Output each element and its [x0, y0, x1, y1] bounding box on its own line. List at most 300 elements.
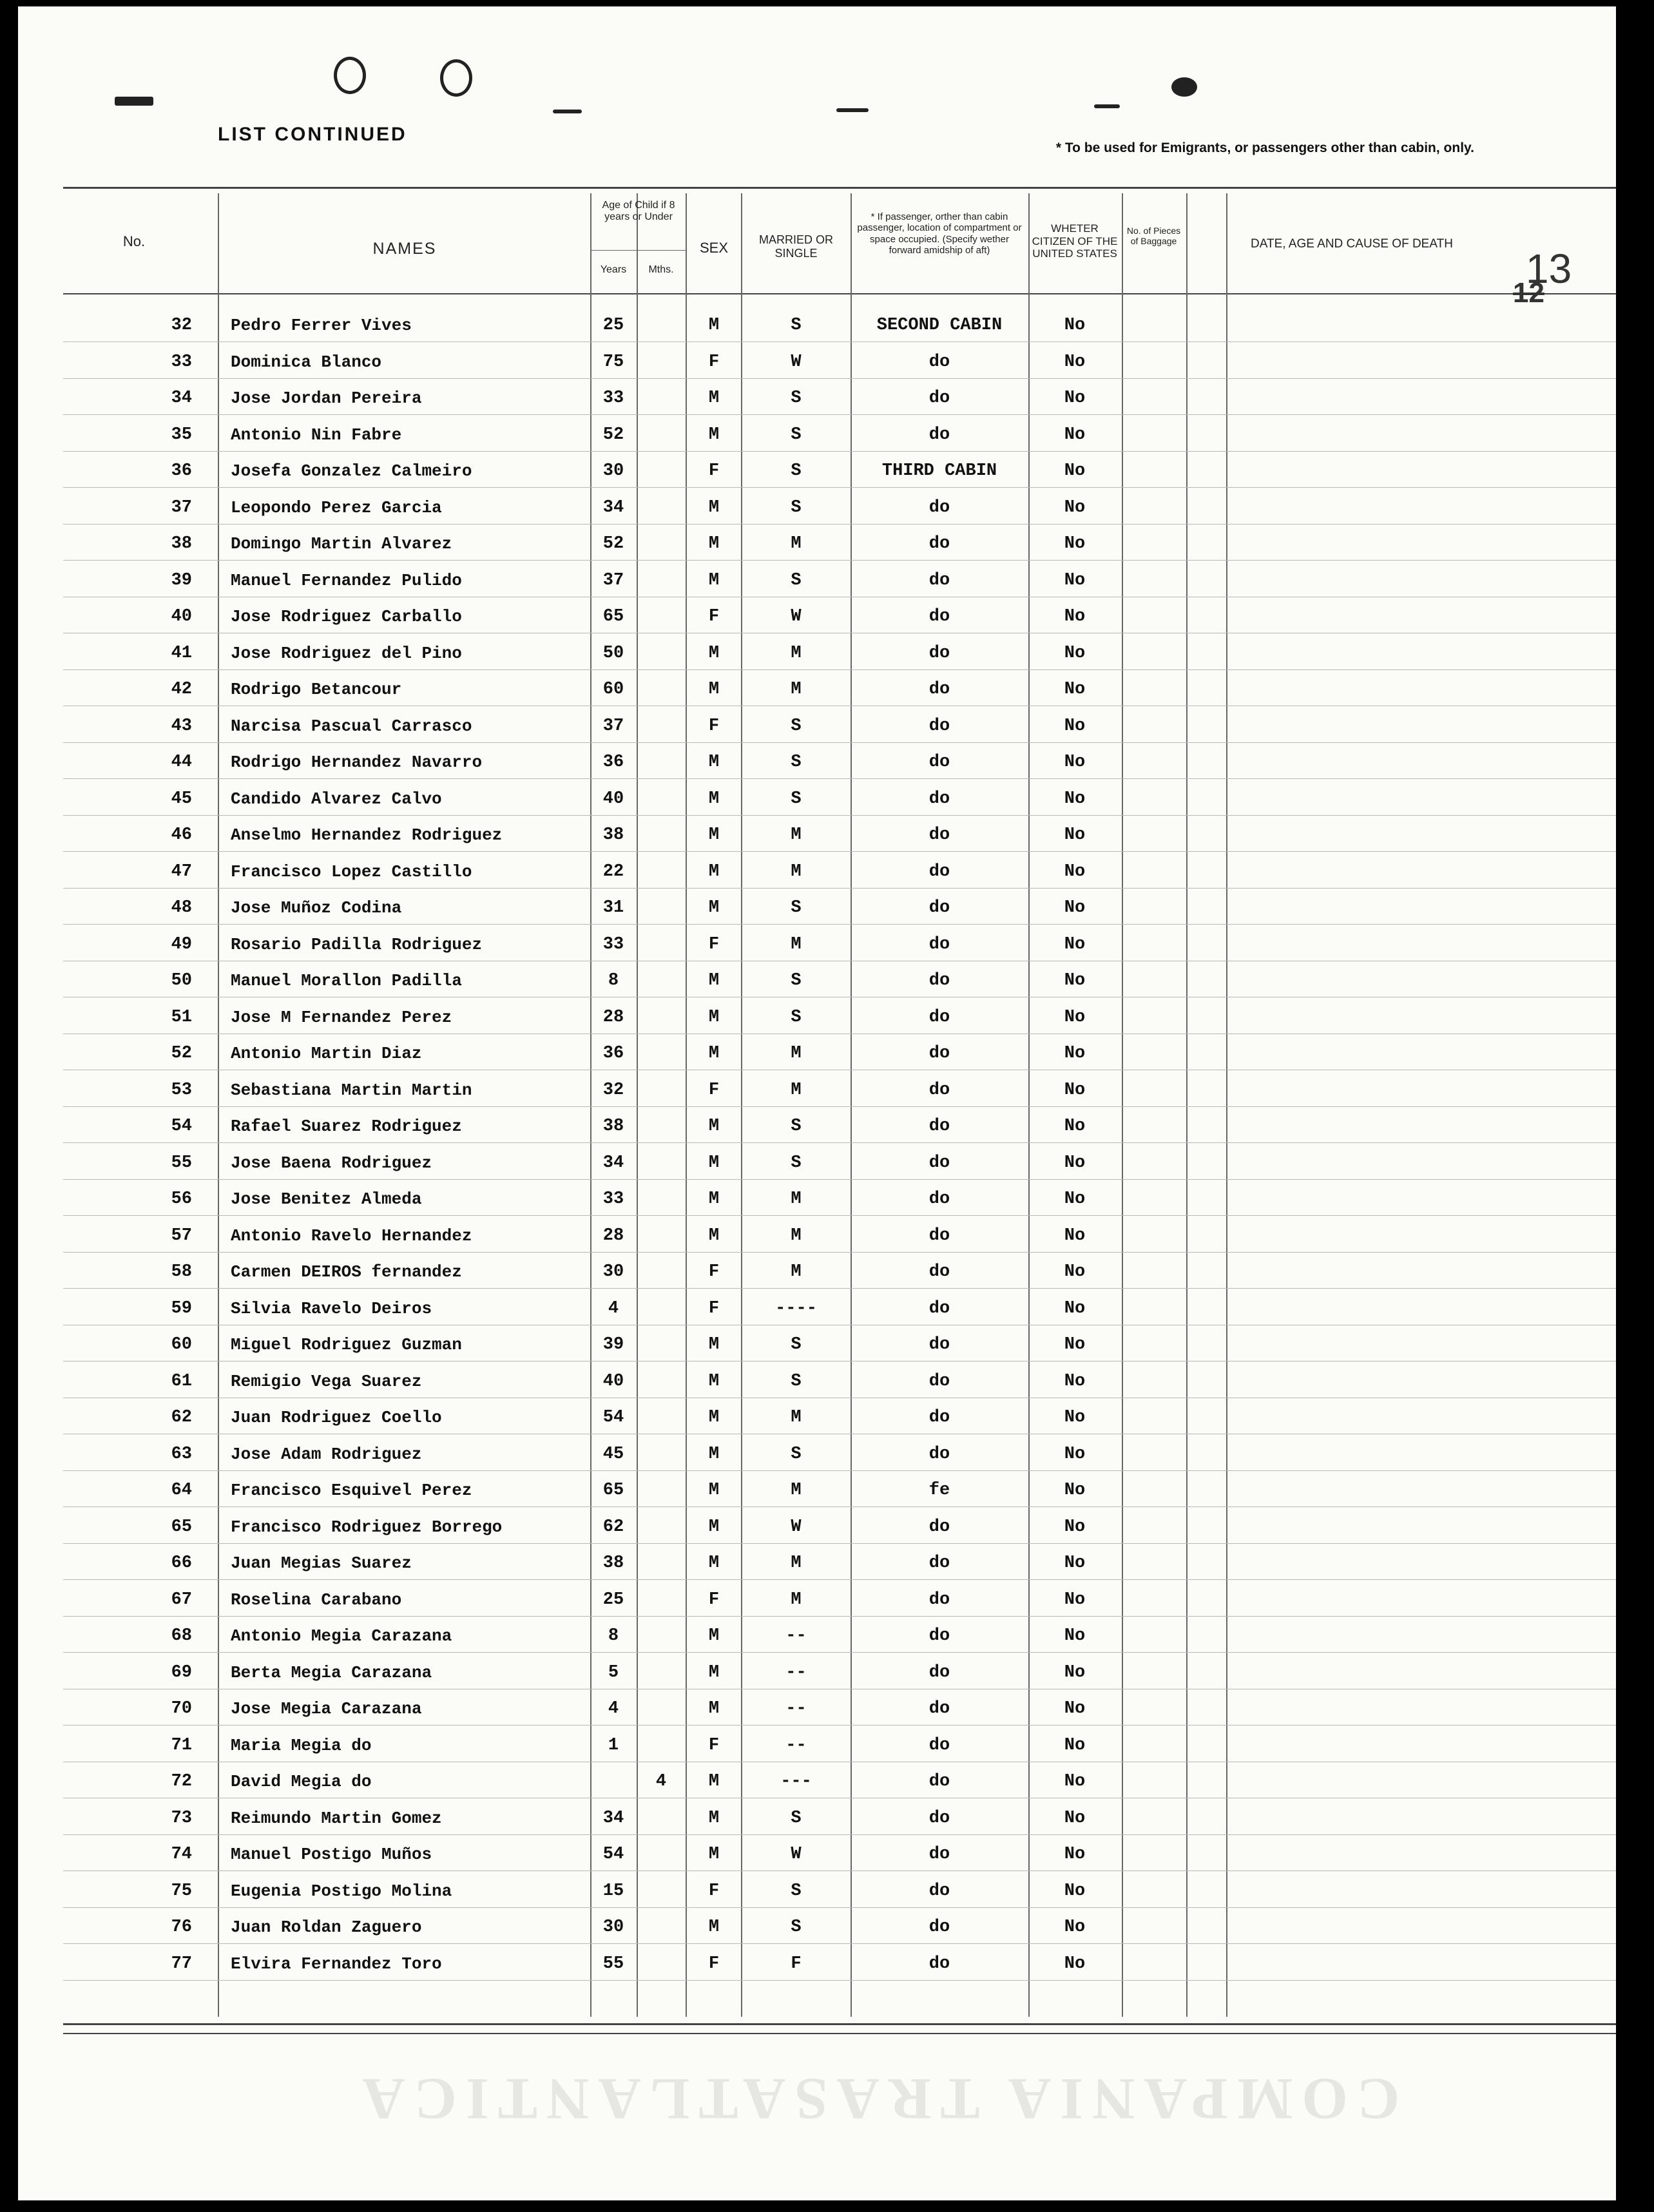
age-years: 60 — [602, 680, 624, 699]
citizen-value: No — [1064, 389, 1086, 408]
row-number: 50 — [171, 971, 192, 990]
sex-value: M — [708, 497, 720, 517]
citizen-value: No — [1064, 1444, 1086, 1464]
passenger-name: Juan Roldan Zaguero — [231, 1918, 422, 1937]
citizen-value: No — [1064, 1481, 1086, 1500]
age-years: 37 — [602, 716, 624, 736]
passenger-name: Remigio Vega Suarez — [231, 1371, 422, 1391]
sex-value: F — [708, 1298, 720, 1318]
row-number: 66 — [171, 1553, 192, 1573]
cabin-location: do — [928, 607, 950, 626]
column-rule — [686, 193, 687, 2017]
column-rule — [637, 193, 638, 2017]
citizen-value: No — [1064, 1808, 1086, 1828]
marital-status: M — [791, 1590, 802, 1610]
row-number: 71 — [171, 1735, 192, 1755]
row-number: 49 — [171, 934, 192, 954]
marital-status: -- — [785, 1626, 807, 1646]
cabin-location: do — [928, 1080, 950, 1100]
cabin-location: do — [928, 570, 950, 590]
sex-value: M — [708, 643, 720, 663]
column-rule — [1122, 193, 1123, 2017]
sex-value: M — [708, 898, 720, 918]
citizen-value: No — [1064, 1590, 1086, 1610]
row-rule — [63, 1470, 1616, 1471]
citizen-value: No — [1064, 1845, 1086, 1864]
citizen-value: No — [1064, 1954, 1086, 1974]
citizen-value: No — [1064, 971, 1086, 990]
marital-status: M — [791, 1553, 802, 1573]
passenger-name: Miguel Rodriguez Guzman — [231, 1335, 462, 1354]
sex-value: M — [708, 1335, 720, 1354]
footer-rule — [63, 2023, 1616, 2025]
marital-status: S — [791, 1371, 802, 1391]
sex-value: M — [708, 1189, 720, 1209]
col-sex-header: SEX — [699, 240, 729, 256]
punch-hole — [334, 57, 366, 94]
citizen-value: No — [1064, 716, 1086, 736]
sex-value: M — [708, 680, 720, 699]
marital-status: M — [791, 861, 802, 881]
row-rule — [63, 669, 1616, 670]
page-number-struck: 12 — [1513, 277, 1544, 309]
marital-status: S — [791, 1808, 802, 1828]
sex-value: F — [708, 1262, 720, 1282]
row-number: 52 — [171, 1044, 192, 1063]
list-title: LIST CONTINUED — [218, 124, 407, 145]
sex-value: M — [708, 1553, 720, 1573]
row-number: 39 — [171, 570, 192, 590]
age-years: 33 — [602, 389, 624, 408]
age-years: 30 — [602, 1262, 624, 1282]
passenger-name: Domingo Martin Alvarez — [231, 534, 452, 553]
passenger-name: Anselmo Hernandez Rodriguez — [231, 825, 503, 845]
sex-value: F — [708, 1954, 720, 1974]
cabin-location: do — [928, 861, 950, 881]
citizen-value: No — [1064, 680, 1086, 699]
passenger-name: Narcisa Pascual Carrasco — [231, 716, 472, 736]
passenger-name: Jose Rodriguez del Pino — [231, 643, 462, 663]
marital-status: --- — [780, 1772, 812, 1791]
punch-hole — [440, 59, 472, 97]
age-years: 52 — [602, 534, 624, 553]
marital-status: S — [791, 425, 802, 445]
col-citizen-header: WHETER CITIZEN OF THE UNITED STATES — [1032, 222, 1118, 260]
age-years: 33 — [602, 934, 624, 954]
citizen-value: No — [1064, 1262, 1086, 1282]
marital-status: M — [791, 1044, 802, 1063]
cabin-location: do — [928, 643, 950, 663]
ink-mark — [836, 108, 869, 112]
cabin-location: do — [928, 1553, 950, 1573]
marital-status: M — [791, 1080, 802, 1100]
row-number: 56 — [171, 1189, 192, 1209]
sex-value: M — [708, 1481, 720, 1500]
sex-value: F — [708, 607, 720, 626]
age-years: 38 — [602, 825, 624, 845]
sex-value: M — [708, 570, 720, 590]
passenger-name: Rodrigo Hernandez Navarro — [231, 753, 483, 772]
row-rule — [63, 1834, 1616, 1835]
cabin-location: do — [928, 1298, 950, 1318]
age-years: 34 — [602, 1808, 624, 1828]
row-number: 48 — [171, 898, 192, 918]
marital-status: ---- — [775, 1298, 817, 1318]
marital-status: S — [791, 1117, 802, 1136]
sex-value: M — [708, 1699, 720, 1718]
age-years: 4 — [608, 1298, 619, 1318]
passenger-name: Reimundo Martin Gomez — [231, 1808, 442, 1828]
sex-value: M — [708, 1845, 720, 1864]
citizen-value: No — [1064, 1772, 1086, 1791]
ink-mark — [553, 110, 582, 113]
age-years: 54 — [602, 1845, 624, 1864]
row-number: 55 — [171, 1153, 192, 1173]
cabin-location: do — [928, 1735, 950, 1755]
col-married-header: MARRIED OR SINGLE — [758, 233, 833, 260]
cabin-location: do — [928, 1881, 950, 1901]
passenger-name: Carmen DEIROS fernandez — [231, 1262, 462, 1282]
marital-status: S — [791, 497, 802, 517]
passenger-name: Manuel Morallon Padilla — [231, 971, 462, 990]
passenger-name: Antonio Nin Fabre — [231, 425, 402, 445]
citizen-value: No — [1064, 1408, 1086, 1427]
cabin-location: do — [928, 352, 950, 372]
passenger-name: Roselina Carabano — [231, 1590, 402, 1610]
sex-value: M — [708, 1517, 720, 1537]
marital-status: S — [791, 316, 802, 335]
row-rule — [63, 1652, 1616, 1653]
age-years: 50 — [602, 643, 624, 663]
citizen-value: No — [1064, 425, 1086, 445]
sex-value: F — [708, 1080, 720, 1100]
header-top-rule — [63, 187, 1616, 189]
cabin-location: do — [928, 1662, 950, 1682]
marital-status: S — [791, 1918, 802, 1937]
cabin-location: do — [928, 1371, 950, 1391]
age-months: 4 — [655, 1772, 667, 1791]
marital-status: M — [791, 1408, 802, 1427]
col-age-header: Age of Child if 8 years or Under — [602, 200, 675, 223]
row-number: 70 — [171, 1699, 192, 1718]
age-years: 15 — [602, 1881, 624, 1901]
passenger-name: Dominica Blanco — [231, 352, 382, 372]
row-number: 33 — [171, 352, 192, 372]
cabin-location: do — [928, 497, 950, 517]
col-location-header: * If passenger, orther than cabin passenger, location of compartment or space occupied. (Specify wether forward amidship of aft) — [857, 211, 1022, 256]
citizen-value: No — [1064, 1918, 1086, 1937]
marital-status: M — [791, 1189, 802, 1209]
row-rule — [63, 851, 1616, 852]
marital-status: -- — [785, 1735, 807, 1755]
citizen-value: No — [1064, 861, 1086, 881]
row-number: 61 — [171, 1371, 192, 1391]
marital-status: W — [791, 1517, 802, 1537]
marital-status: S — [791, 1335, 802, 1354]
ink-mark — [1171, 77, 1197, 97]
row-number: 74 — [171, 1845, 192, 1864]
age-years: 5 — [608, 1662, 619, 1682]
passenger-name: Juan Rodriguez Coello — [231, 1408, 442, 1427]
col-baggage-header: No. of Pieces of Baggage — [1126, 226, 1181, 247]
row-rule — [63, 1252, 1616, 1253]
ink-mark — [115, 97, 153, 106]
row-number: 60 — [171, 1335, 192, 1354]
row-number: 34 — [171, 389, 192, 408]
passenger-name: Francisco Esquivel Perez — [231, 1481, 472, 1500]
column-rule — [1186, 193, 1188, 2017]
row-rule — [63, 451, 1616, 452]
marital-status: S — [791, 389, 802, 408]
row-rule — [63, 1288, 1616, 1289]
row-number: 63 — [171, 1444, 192, 1464]
passenger-name: Jose Baena Rodriguez — [231, 1153, 432, 1173]
age-years: 62 — [602, 1517, 624, 1537]
age-years: 34 — [602, 497, 624, 517]
age-years: 37 — [602, 570, 624, 590]
citizen-value: No — [1064, 789, 1086, 809]
cabin-location: do — [928, 680, 950, 699]
marital-status: S — [791, 1153, 802, 1173]
age-years: 8 — [608, 971, 619, 990]
age-years: 22 — [602, 861, 624, 881]
bleed-through-stamp: COMPANIA TRASATLANTICA — [353, 2066, 1400, 2132]
row-rule — [63, 1579, 1616, 1580]
passenger-name: Elvira Fernandez Toro — [231, 1954, 442, 1974]
row-rule — [63, 742, 1616, 743]
cabin-location: do — [928, 425, 950, 445]
age-years: 34 — [602, 1153, 624, 1173]
citizen-value: No — [1064, 1371, 1086, 1391]
cabin-location: do — [928, 1044, 950, 1063]
passenger-name: Pedro Ferrer Vives — [231, 316, 412, 335]
citizen-value: No — [1064, 1226, 1086, 1245]
citizen-value: No — [1064, 1153, 1086, 1173]
citizen-value: No — [1064, 534, 1086, 553]
citizen-value: No — [1064, 1517, 1086, 1537]
passenger-name: Eugenia Postigo Molina — [231, 1881, 452, 1901]
row-number: 40 — [171, 607, 192, 626]
age-years: 25 — [602, 316, 624, 335]
citizen-value: No — [1064, 753, 1086, 772]
marital-status: -- — [785, 1662, 807, 1682]
row-rule — [63, 1907, 1616, 1908]
cabin-location: do — [928, 1335, 950, 1354]
cabin-location: do — [928, 389, 950, 408]
sex-value: M — [708, 1044, 720, 1063]
row-rule — [63, 1106, 1616, 1107]
column-rule — [218, 193, 219, 2017]
age-years: 30 — [602, 1918, 624, 1937]
age-years: 40 — [602, 1371, 624, 1391]
row-number: 51 — [171, 1007, 192, 1027]
sex-value: F — [708, 461, 720, 481]
cabin-location: SECOND CABIN — [876, 316, 1003, 335]
marital-status: M — [791, 934, 802, 954]
row-number: 46 — [171, 825, 192, 845]
citizen-value: No — [1064, 1735, 1086, 1755]
row-number: 38 — [171, 534, 192, 553]
marital-status: S — [791, 789, 802, 809]
marital-status: S — [791, 1444, 802, 1464]
marital-status: M — [791, 1226, 802, 1245]
row-rule — [63, 414, 1616, 415]
cabin-location: do — [928, 1153, 950, 1173]
citizen-value: No — [1064, 316, 1086, 335]
sex-value: M — [708, 1371, 720, 1391]
passenger-name: Antonio Megia Carazana — [231, 1626, 452, 1646]
age-years: 33 — [602, 1189, 624, 1209]
passenger-name: David Megia do — [231, 1772, 372, 1791]
cabin-location: do — [928, 1626, 950, 1646]
passenger-name: Rosario Padilla Rodriguez — [231, 934, 483, 954]
col-mths-header: Mths. — [648, 264, 674, 275]
cabin-location: do — [928, 716, 950, 736]
citizen-value: No — [1064, 1553, 1086, 1573]
col-years-header: Years — [600, 264, 627, 275]
row-number: 58 — [171, 1262, 192, 1282]
marital-status: S — [791, 753, 802, 772]
passenger-name: Jose M Fernandez Perez — [231, 1007, 452, 1027]
age-years: 30 — [602, 461, 624, 481]
sex-value: M — [708, 1626, 720, 1646]
row-number: 77 — [171, 1954, 192, 1974]
age-years: 32 — [602, 1080, 624, 1100]
sex-value: M — [708, 1662, 720, 1682]
age-years: 65 — [602, 1481, 624, 1500]
cabin-location: do — [928, 1117, 950, 1136]
citizen-value: No — [1064, 1335, 1086, 1354]
citizen-value: No — [1064, 1080, 1086, 1100]
row-number: 72 — [171, 1772, 192, 1791]
row-number: 76 — [171, 1918, 192, 1937]
row-number: 45 — [171, 789, 192, 809]
row-number: 67 — [171, 1590, 192, 1610]
sex-value: M — [708, 825, 720, 845]
passenger-name: Juan Megias Suarez — [231, 1553, 412, 1573]
sex-value: M — [708, 1444, 720, 1464]
citizen-value: No — [1064, 1298, 1086, 1318]
cabin-location: do — [928, 1918, 950, 1937]
sex-value: F — [708, 1590, 720, 1610]
age-years: 40 — [602, 789, 624, 809]
age-years: 36 — [602, 753, 624, 772]
cabin-location: do — [928, 1226, 950, 1245]
age-years: 75 — [602, 352, 624, 372]
passenger-name: Leopondo Perez Garcia — [231, 497, 442, 517]
sex-value: F — [708, 1735, 720, 1755]
emigrant-note: * To be used for Emigrants, or passengers other than cabin, only. — [1055, 140, 1474, 155]
manifest-page — [18, 6, 1616, 2200]
page-number: 13 — [1526, 245, 1572, 292]
row-number: 59 — [171, 1298, 192, 1318]
col-names-header: NAMES — [372, 240, 437, 258]
row-rule — [63, 1179, 1616, 1180]
row-rule — [63, 1943, 1616, 1944]
sex-value: M — [708, 789, 720, 809]
row-rule — [63, 888, 1616, 889]
cabin-location: do — [928, 1444, 950, 1464]
cabin-location: do — [928, 1772, 950, 1791]
row-number: 35 — [171, 425, 192, 445]
citizen-value: No — [1064, 352, 1086, 372]
passenger-name: Rodrigo Betancour — [231, 680, 402, 699]
passenger-name: Josefa Gonzalez Calmeiro — [231, 461, 472, 481]
marital-status: M — [791, 1262, 802, 1282]
row-number: 32 — [171, 316, 192, 335]
citizen-value: No — [1064, 898, 1086, 918]
marital-status: M — [791, 680, 802, 699]
cabin-location: do — [928, 1699, 950, 1718]
sex-value: M — [708, 1226, 720, 1245]
column-rule — [851, 193, 852, 2017]
row-number: 44 — [171, 753, 192, 772]
marital-status: M — [791, 534, 802, 553]
col-death-header: DATE, AGE AND CAUSE OF DEATH — [1251, 237, 1453, 251]
marital-status: S — [791, 898, 802, 918]
row-number: 37 — [171, 497, 192, 517]
citizen-value: No — [1064, 461, 1086, 481]
cabin-location: do — [928, 1845, 950, 1864]
cabin-location: do — [928, 825, 950, 845]
row-number: 57 — [171, 1226, 192, 1245]
marital-status: M — [791, 825, 802, 845]
age-years: 39 — [602, 1335, 624, 1354]
citizen-value: No — [1064, 1881, 1086, 1901]
row-rule — [63, 1543, 1616, 1544]
citizen-value: No — [1064, 1117, 1086, 1136]
marital-status: S — [791, 971, 802, 990]
passenger-name: Jose Jordan Pereira — [231, 389, 422, 408]
row-number: 75 — [171, 1881, 192, 1901]
cabin-location: do — [928, 789, 950, 809]
cabin-location: do — [928, 1189, 950, 1209]
row-rule — [63, 341, 1616, 342]
age-years: 54 — [602, 1408, 624, 1427]
col-no-header: No. — [122, 233, 146, 249]
row-number: 43 — [171, 716, 192, 736]
passenger-name: Rafael Suarez Rodriguez — [231, 1117, 462, 1136]
cabin-location: do — [928, 898, 950, 918]
passenger-name: Jose Megia Carazana — [231, 1699, 422, 1718]
marital-status: S — [791, 716, 802, 736]
cabin-location: do — [928, 534, 950, 553]
cabin-location: do — [928, 1808, 950, 1828]
header-bottom-rule — [63, 293, 1616, 294]
row-number: 68 — [171, 1626, 192, 1646]
sex-value: M — [708, 1408, 720, 1427]
age-years: 1 — [608, 1735, 619, 1755]
sex-value: M — [708, 971, 720, 990]
age-years: 31 — [602, 898, 624, 918]
cabin-location: do — [928, 1408, 950, 1427]
row-number: 64 — [171, 1481, 192, 1500]
row-rule — [63, 560, 1616, 561]
sex-value: F — [708, 716, 720, 736]
row-number: 42 — [171, 680, 192, 699]
citizen-value: No — [1064, 825, 1086, 845]
marital-status: M — [791, 643, 802, 663]
row-rule — [63, 1616, 1616, 1617]
marital-status: S — [791, 570, 802, 590]
age-years: 4 — [608, 1699, 619, 1718]
row-number: 54 — [171, 1117, 192, 1136]
row-rule — [63, 1980, 1616, 1981]
sex-value: F — [708, 934, 720, 954]
row-rule — [63, 815, 1616, 816]
passenger-name: Jose Muñoz Codina — [231, 898, 402, 918]
marital-status: M — [791, 1481, 802, 1500]
